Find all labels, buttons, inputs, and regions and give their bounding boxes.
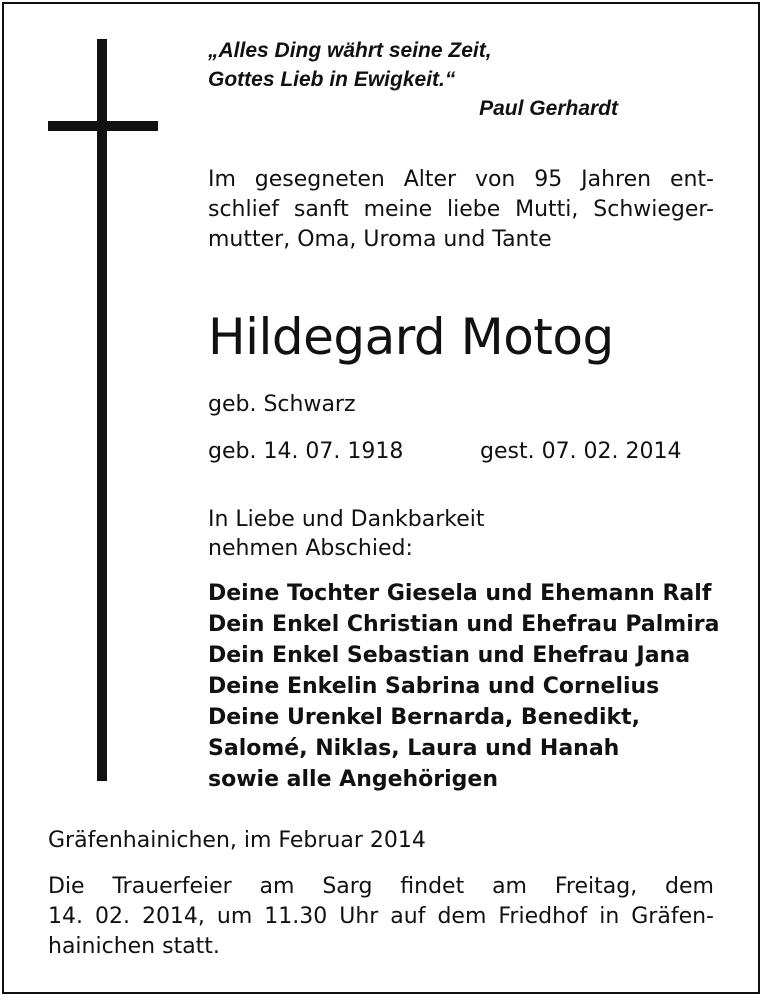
mourner-line: sowie alle Angehörigen (208, 767, 499, 792)
mourners-list (208, 578, 719, 795)
birth-name: geb. Schwarz (208, 392, 356, 417)
farewell-line-2: nehmen Abschied: (208, 536, 413, 561)
deceased-name: Hildegard Motog (208, 308, 614, 366)
quote-line-2: Gottes Lieb in Ewigkeit.“ (208, 68, 456, 91)
intro-line-1: Im gesegneten Alter von 95 Jahren ent- (208, 167, 714, 192)
ceremony-line-1: Die Trauerfeier am Sarg findet am Freitag, dem (48, 874, 714, 899)
mourner-line: Deine Enkelin Sabrina und Cornelius (208, 674, 660, 699)
birth-date: geb. 14. 07. 1918 (208, 439, 404, 464)
mourner-line: Salomé, Niklas, Laura und Hanah (208, 736, 620, 761)
funeral-ceremony-text (48, 872, 714, 962)
cross-horizontal-bar (48, 121, 158, 131)
ceremony-line-2: 14. 02. 2014, um 11.30 Uhr auf dem Friedhof in Gräfen- (48, 904, 714, 929)
death-date: gest. 07. 02. 2014 (480, 439, 682, 464)
intro-line-2: schlief sanft meine liebe Mutti, Schwieger- (208, 197, 714, 222)
ceremony-line-3: hainichen statt. (48, 934, 220, 959)
intro-line-3: mutter, Oma, Uroma und Tante (208, 227, 552, 252)
mourner-line: Deine Tochter Giesela und Ehemann Ralf (208, 581, 712, 606)
quote-author: Paul Gerhardt (479, 97, 618, 120)
place-and-date: Gräfenhainichen, im Februar 2014 (48, 828, 426, 853)
intro-text (208, 165, 714, 255)
farewell-line-1: In Liebe und Dankbarkeit (208, 507, 485, 532)
mourner-line: Deine Urenkel Bernarda, Benedikt, (208, 705, 640, 730)
mourner-line: Dein Enkel Christian und Ehefrau Palmira (208, 612, 720, 637)
cross-vertical-bar (97, 39, 107, 781)
quote-line-1: „Alles Ding währt seine Zeit, (208, 39, 492, 62)
epigraph-quote (208, 36, 628, 123)
farewell-text (208, 505, 485, 563)
mourner-line: Dein Enkel Sebastian und Ehefrau Jana (208, 643, 691, 668)
